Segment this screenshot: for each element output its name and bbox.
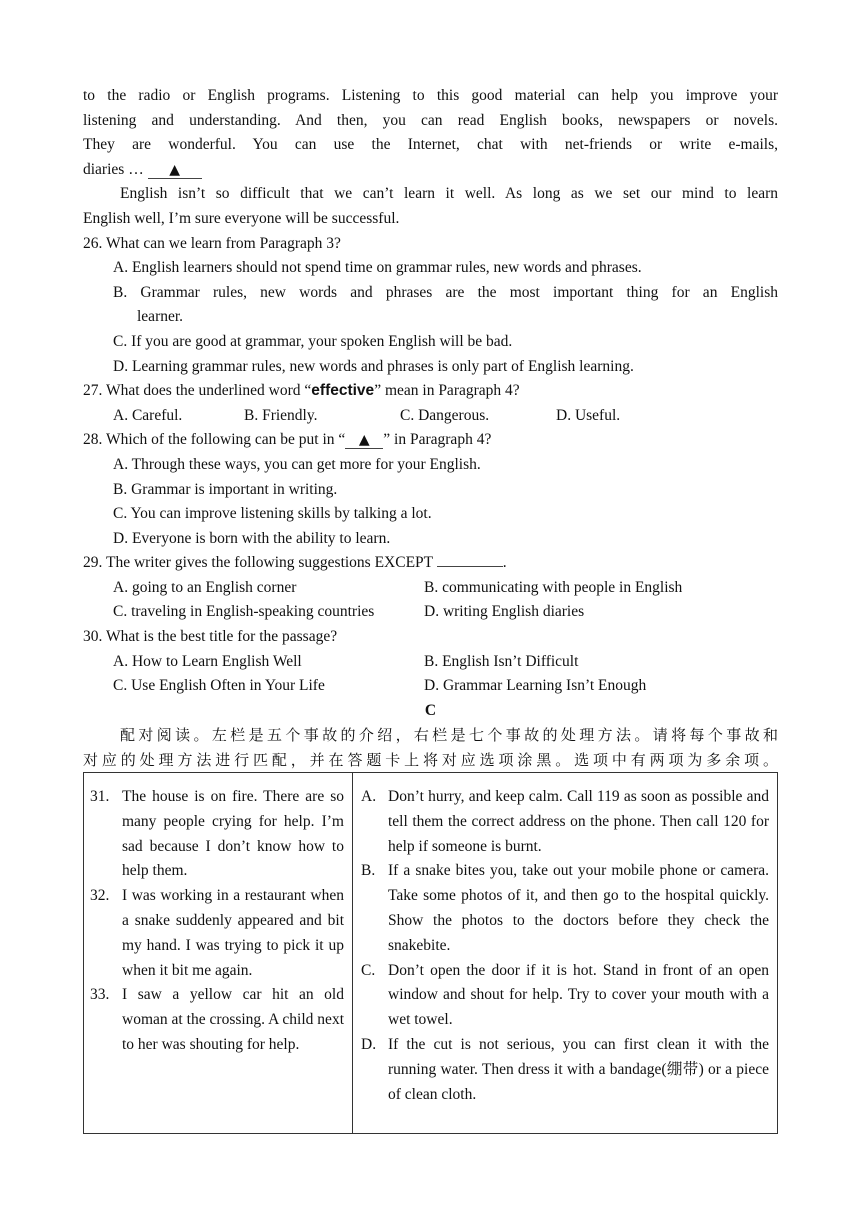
triangle-mark-icon: ▲: [358, 432, 370, 449]
stem-text: ” mean in Paragraph 4?: [374, 382, 520, 400]
option-d: D. Useful.: [556, 406, 621, 424]
paragraph-line: They are wonderful. You can use the Internet, chat with net-friends or write e-mails,: [83, 136, 778, 154]
item-letter: D.: [361, 1035, 377, 1053]
option-d: D. Grammar Learning Isn’t Enough: [424, 677, 647, 695]
item-text: If the cut is not serious, you can first clean it with the running water. Then dress it with a bandage(绷带) or a piece of clean cloth.: [388, 1035, 769, 1103]
exam-page: [83, 84, 778, 773]
paragraph-line: English isn’t so difficult that we can’t learn it well. As long as we set our mind to learn: [120, 185, 778, 203]
answer-blank: [345, 432, 383, 449]
options-row: [113, 650, 778, 675]
accident-item: [90, 785, 344, 884]
option-c: C. If you are good at grammar, your spoken English will be bad.: [113, 332, 513, 350]
solution-item: [361, 785, 769, 859]
stem-text: .: [502, 554, 507, 572]
paragraph-line: English well, I’m sure everyone will be successful.: [83, 209, 400, 227]
option-a: A. Careful.: [113, 406, 183, 424]
stem-text: ” in Paragraph 4?: [383, 431, 492, 449]
option-d: D. Everyone is born with the ability to learn.: [113, 529, 391, 547]
item-number: 31.: [90, 788, 110, 805]
option-d: D. writing English diaries: [424, 603, 585, 621]
option-c: C. You can improve listening skills by talking a lot.: [113, 505, 432, 523]
option-c: C. Use English Often in Your Life: [113, 677, 325, 695]
option-b-continued: learner.: [137, 308, 184, 326]
paragraph-line: to the radio or English programs. Listening to this good material can help you improve your: [83, 87, 778, 104]
option-d: D. Learning grammar rules, new words and phrases is only part of English learning.: [113, 357, 634, 375]
options-row: [113, 600, 778, 625]
options-row: [113, 674, 778, 699]
item-letter: A.: [361, 788, 377, 805]
answer-blank: [148, 162, 202, 179]
options-row: [113, 576, 778, 601]
question-stem: [83, 551, 778, 576]
option-a: A. going to an English corner: [113, 578, 297, 596]
option-a: A. How to Learn English Well: [113, 652, 302, 670]
item-text: If a snake bites you, take out your mobile phone or camera. Take some photos of it, and then go to the hospital quickly. Show the photos to the doctors before they check the snakebite.: [388, 862, 769, 954]
paragraph-line: listening and understanding. And then, you can read English books, newspapers or novels.: [83, 111, 778, 129]
instruction-line: 对应的处理方法进行匹配，并在答题卡上将对应选项涂黑。选项中有两项为多余项。: [83, 751, 778, 770]
stem-text: 27. What does the underlined word “: [83, 382, 312, 400]
solution-item: [361, 959, 769, 1033]
accident-item: [90, 884, 344, 983]
question-stem: [83, 379, 778, 404]
item-text: Don’t hurry, and keep calm. Call 119 as soon as possible and tell them the correct address on the phone. Then call 120 for help if someone is burnt.: [388, 788, 769, 855]
solution-item: [361, 859, 769, 958]
section-heading: C: [424, 701, 437, 719]
item-text: The house is on fire. There are so many people crying for help. I’m sad because I don’t know how to help them.: [122, 788, 344, 880]
question-stem: 30. What is the best title for the passage?: [83, 628, 338, 646]
solution-item: [361, 1033, 769, 1107]
option-b: B. English Isn’t Difficult: [424, 652, 579, 670]
accident-item: [90, 983, 344, 1057]
item-number: 33.: [90, 986, 110, 1004]
item-letter: C.: [361, 961, 376, 979]
paragraph-text: diaries …: [83, 160, 144, 178]
option-a: A. Through these ways, you can get more for your English.: [113, 455, 481, 473]
stem-text: 28. Which of the following can be put in “: [83, 431, 346, 449]
option-b: B. Grammar rules, new words and phrases are the most important thing for an English: [113, 283, 778, 301]
item-number: 32.: [90, 887, 110, 905]
keyword: effective: [311, 382, 375, 400]
matching-table: [83, 772, 778, 1134]
instruction-line: 配对阅读。左栏是五个事故的介绍，右栏是七个事故的处理方法。请将每个事故和: [120, 726, 778, 745]
item-text: I was working in a restaurant when a snake suddenly appeared and bit my hand. I was trying to pick it up when it bit me again.: [122, 887, 344, 979]
option-a: A. English learners should not spend time on grammar rules, new words and phrases.: [113, 259, 642, 277]
stem-text: 29. The writer gives the following suggestions EXCEPT: [83, 554, 433, 572]
question-stem: 26. What can we learn from Paragraph 3?: [83, 234, 341, 252]
options-row: [113, 404, 778, 429]
item-text: I saw a yellow car hit an old woman at the crossing. A child next to her was shouting for help.: [122, 986, 344, 1053]
triangle-mark-icon: ▲: [169, 161, 180, 178]
paragraph-line: [83, 158, 778, 183]
option-b: B. Friendly.: [244, 406, 318, 424]
question-stem: [83, 428, 778, 453]
accident-column: [84, 773, 353, 1134]
solution-column: [353, 773, 778, 1134]
answer-blank: [437, 552, 503, 567]
option-c: C. traveling in English-speaking countries: [113, 603, 375, 621]
item-text: Don’t open the door if it is hot. Stand in front of an open window and shout for help. Try to cover your mouth with a wet towel.: [388, 961, 769, 1029]
option-c: C. Dangerous.: [400, 406, 490, 424]
item-letter: B.: [361, 862, 376, 880]
option-b: B. communicating with people in English: [424, 578, 683, 596]
option-b: B. Grammar is important in writing.: [113, 480, 338, 498]
